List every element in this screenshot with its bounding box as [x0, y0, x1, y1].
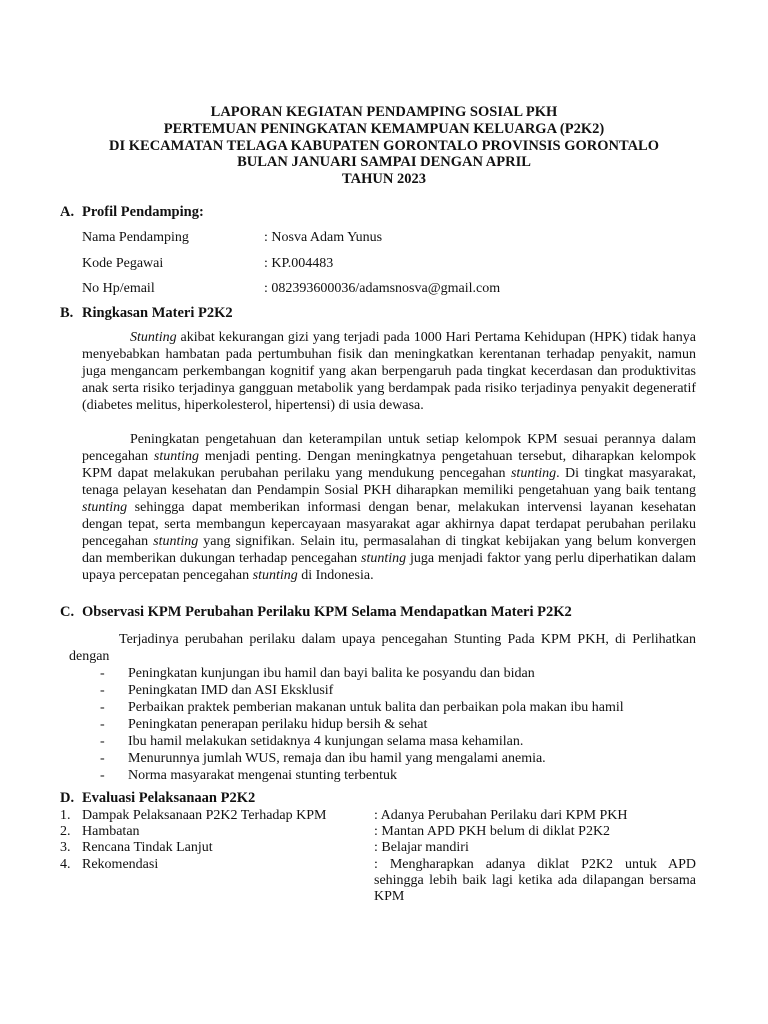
list-item-text: Norma masyarakat mengenai stunting terbentuk — [128, 768, 398, 783]
evaluation-row — [60, 824, 610, 840]
profile-row-code — [82, 256, 333, 272]
behavior-change-list — [100, 665, 624, 784]
bullet-dash: - — [100, 666, 105, 681]
list-item-text: Peningkatan penerapan perilaku hidup bersih & sehat — [128, 717, 428, 732]
paragraph-b2 — [82, 431, 696, 584]
row-number: 3. — [60, 840, 71, 855]
profile-value: : 082393600036/adamsnosva@gmail.com — [264, 281, 501, 296]
row-label: Rekomendasi — [82, 857, 159, 872]
stunting-term: stunting — [153, 534, 199, 549]
section-a-title: Profil Pendamping: — [82, 204, 204, 220]
paragraph-b1 — [82, 329, 696, 414]
row-number: 2. — [60, 824, 71, 839]
profile-row-name — [82, 230, 382, 246]
section-b-title: Ringkasan Materi P2K2 — [82, 305, 233, 321]
stunting-term: Stunting — [130, 330, 177, 345]
stunting-term: stunting — [510, 466, 557, 481]
list-item — [100, 699, 624, 716]
row-label: Rencana Tindak Lanjut — [82, 840, 213, 855]
stunting-term: stunting — [153, 449, 200, 464]
paragraph-text: sehingga dapat memberikan informasi dengan benar, melakukan intervensi layanan kesehatan dengan tepat, serta membangun kepercayaan masyarakat agar akhirnya dapat terdapat perubahan perilaku pencegahan — [82, 500, 696, 549]
section-a-letter: A. — [60, 204, 75, 220]
section-d-title: Evaluasi Pelaksanaan P2K2 — [82, 790, 256, 806]
bullet-dash: - — [100, 683, 105, 698]
section-d-letter: D. — [60, 790, 75, 806]
bullet-dash: - — [100, 768, 105, 783]
profile-label: Kode Pegawai — [82, 256, 164, 271]
stunting-term: stunting — [252, 568, 298, 583]
list-item — [100, 716, 624, 733]
evaluation-row — [60, 840, 469, 856]
row-label: Hambatan — [82, 824, 140, 839]
profile-label: Nama Pendamping — [82, 230, 189, 245]
row-value: : Belajar mandiri — [374, 840, 469, 855]
bullet-dash: - — [100, 751, 105, 766]
title-line-3: DI KECAMATAN TELAGA KABUPATEN GORONTALO PROVINSIS GORONTALO — [109, 137, 659, 154]
paragraph-text: . Di tingkat masyarakat, tenaga pelayan kesehatan dan Pendampin Sosial PKH diharapkan memiliki pengetahuan yang baik tentang — [82, 466, 696, 498]
section-d-heading — [60, 790, 255, 807]
stunting-term: stunting — [82, 500, 128, 515]
row-number: 4. — [60, 857, 71, 872]
section-c-title: Observasi KPM Perubahan Perilaku KPM Selama Mendapatkan Materi P2K2 — [82, 604, 572, 620]
paragraph-text: Peningkatan pengetahuan dan keterampilan untuk setiap kelompok KPM sesuai perannya dalam pencegahan — [82, 432, 696, 464]
section-c-heading — [60, 604, 572, 621]
section-c-letter: C. — [60, 604, 75, 620]
profile-value: : Nosva Adam Yunus — [264, 230, 383, 245]
paragraph-text: akibat kekurangan gizi yang terjadi pada 1000 Hari Pertama Kehidupan (HPK) tidak hanya menyebabkan hambatan pada pertumbuhan fisik dan meningkatkan kerentanan terhadap penyakit, namun juga mengancam perkembangan kognitif yang akan berpengaruh pada tingkat kecerdasan dan produktivitas anak serta risiko terjadinya gangguan metabolik yang berdampak pada risiko terjadinya penyakit degeneratif (diabetes melitus, hiperkolesterol, hipertensi) di usia dewasa. — [82, 330, 696, 413]
list-item — [100, 682, 624, 699]
title-line-1: LAPORAN KEGIATAN PENDAMPING SOSIAL PKH — [210, 104, 558, 120]
profile-label: No Hp/email — [82, 281, 155, 296]
bullet-dash: - — [100, 734, 105, 749]
list-item — [100, 767, 624, 784]
section-a-heading — [60, 204, 204, 221]
list-item — [100, 750, 624, 767]
list-item-text: Peningkatan kunjungan ibu hamil dan bayi balita ke posyandu dan bidan — [128, 666, 535, 681]
row-value: : Adanya Perubahan Perilaku dari KPM PKH — [374, 808, 628, 823]
paragraph-text: menjadi penting. Dengan meningkatnya pengetahuan tersebut, diharapkan kelompok KPM dapat melakukan perubahan perilaku yang mendukung pencegahan — [82, 449, 696, 481]
bullet-dash: - — [100, 700, 105, 715]
report-title — [40, 104, 728, 188]
list-item — [100, 733, 624, 750]
row-number: 1. — [60, 808, 71, 823]
title-line-5: TAHUN 2023 — [342, 171, 426, 188]
list-item-text: Ibu hamil melakukan setidaknya 4 kunjungan selama masa kehamilan. — [128, 734, 524, 749]
list-item-text: Peningkatan IMD dan ASI Eksklusif — [128, 683, 334, 698]
list-item-text: Menurunnya jumlah WUS, remaja dan ibu hamil yang mengalami anemia. — [128, 751, 546, 766]
title-line-4: BULAN JANUARI SAMPAI DENGAN APRIL — [237, 154, 531, 171]
row-value: : Mengharapkan adanya diklat P2K2 untuk APD sehingga lebih baik lagi ketika ada dilapangan bersama KPM — [374, 857, 696, 904]
row-value: : Mantan APD PKH belum di diklat P2K2 — [374, 824, 611, 839]
paragraph-text: juga menjadi faktor yang perlu diperhatikan dalam upaya percepatan pencegahan — [82, 551, 696, 583]
section-b-heading — [60, 305, 233, 322]
bullet-dash: - — [100, 717, 105, 732]
paragraph-c-intro: Terjadinya perubahan perilaku dalam upaya pencegahan Stunting Pada KPM PKH, di Perlihatkan dengan — [69, 632, 696, 664]
paragraph-text: di Indonesia. — [297, 568, 374, 583]
profile-value: : KP.004483 — [264, 256, 334, 271]
title-line-2: PERTEMUAN PENINGKATAN KEMAMPUAN KELUARGA (P2K2) — [163, 120, 605, 137]
evaluation-row — [60, 808, 628, 824]
profile-row-contact — [82, 281, 500, 297]
section-b-letter: B. — [60, 305, 74, 321]
list-item — [100, 665, 624, 682]
paragraph-text: yang signifikan. Selain itu, permasalahan di tingkat kebijakan yang belum konvergen dan memberikan dukungan terhadap pencegahan — [82, 534, 696, 566]
row-label: Dampak Pelaksanaan P2K2 Terhadap KPM — [82, 808, 327, 823]
evaluation-row — [60, 857, 696, 905]
list-item-text: Perbaikan praktek pemberian makanan untuk balita dan perbaikan pola makan ibu hamil — [128, 700, 624, 715]
stunting-term: stunting — [361, 551, 407, 566]
